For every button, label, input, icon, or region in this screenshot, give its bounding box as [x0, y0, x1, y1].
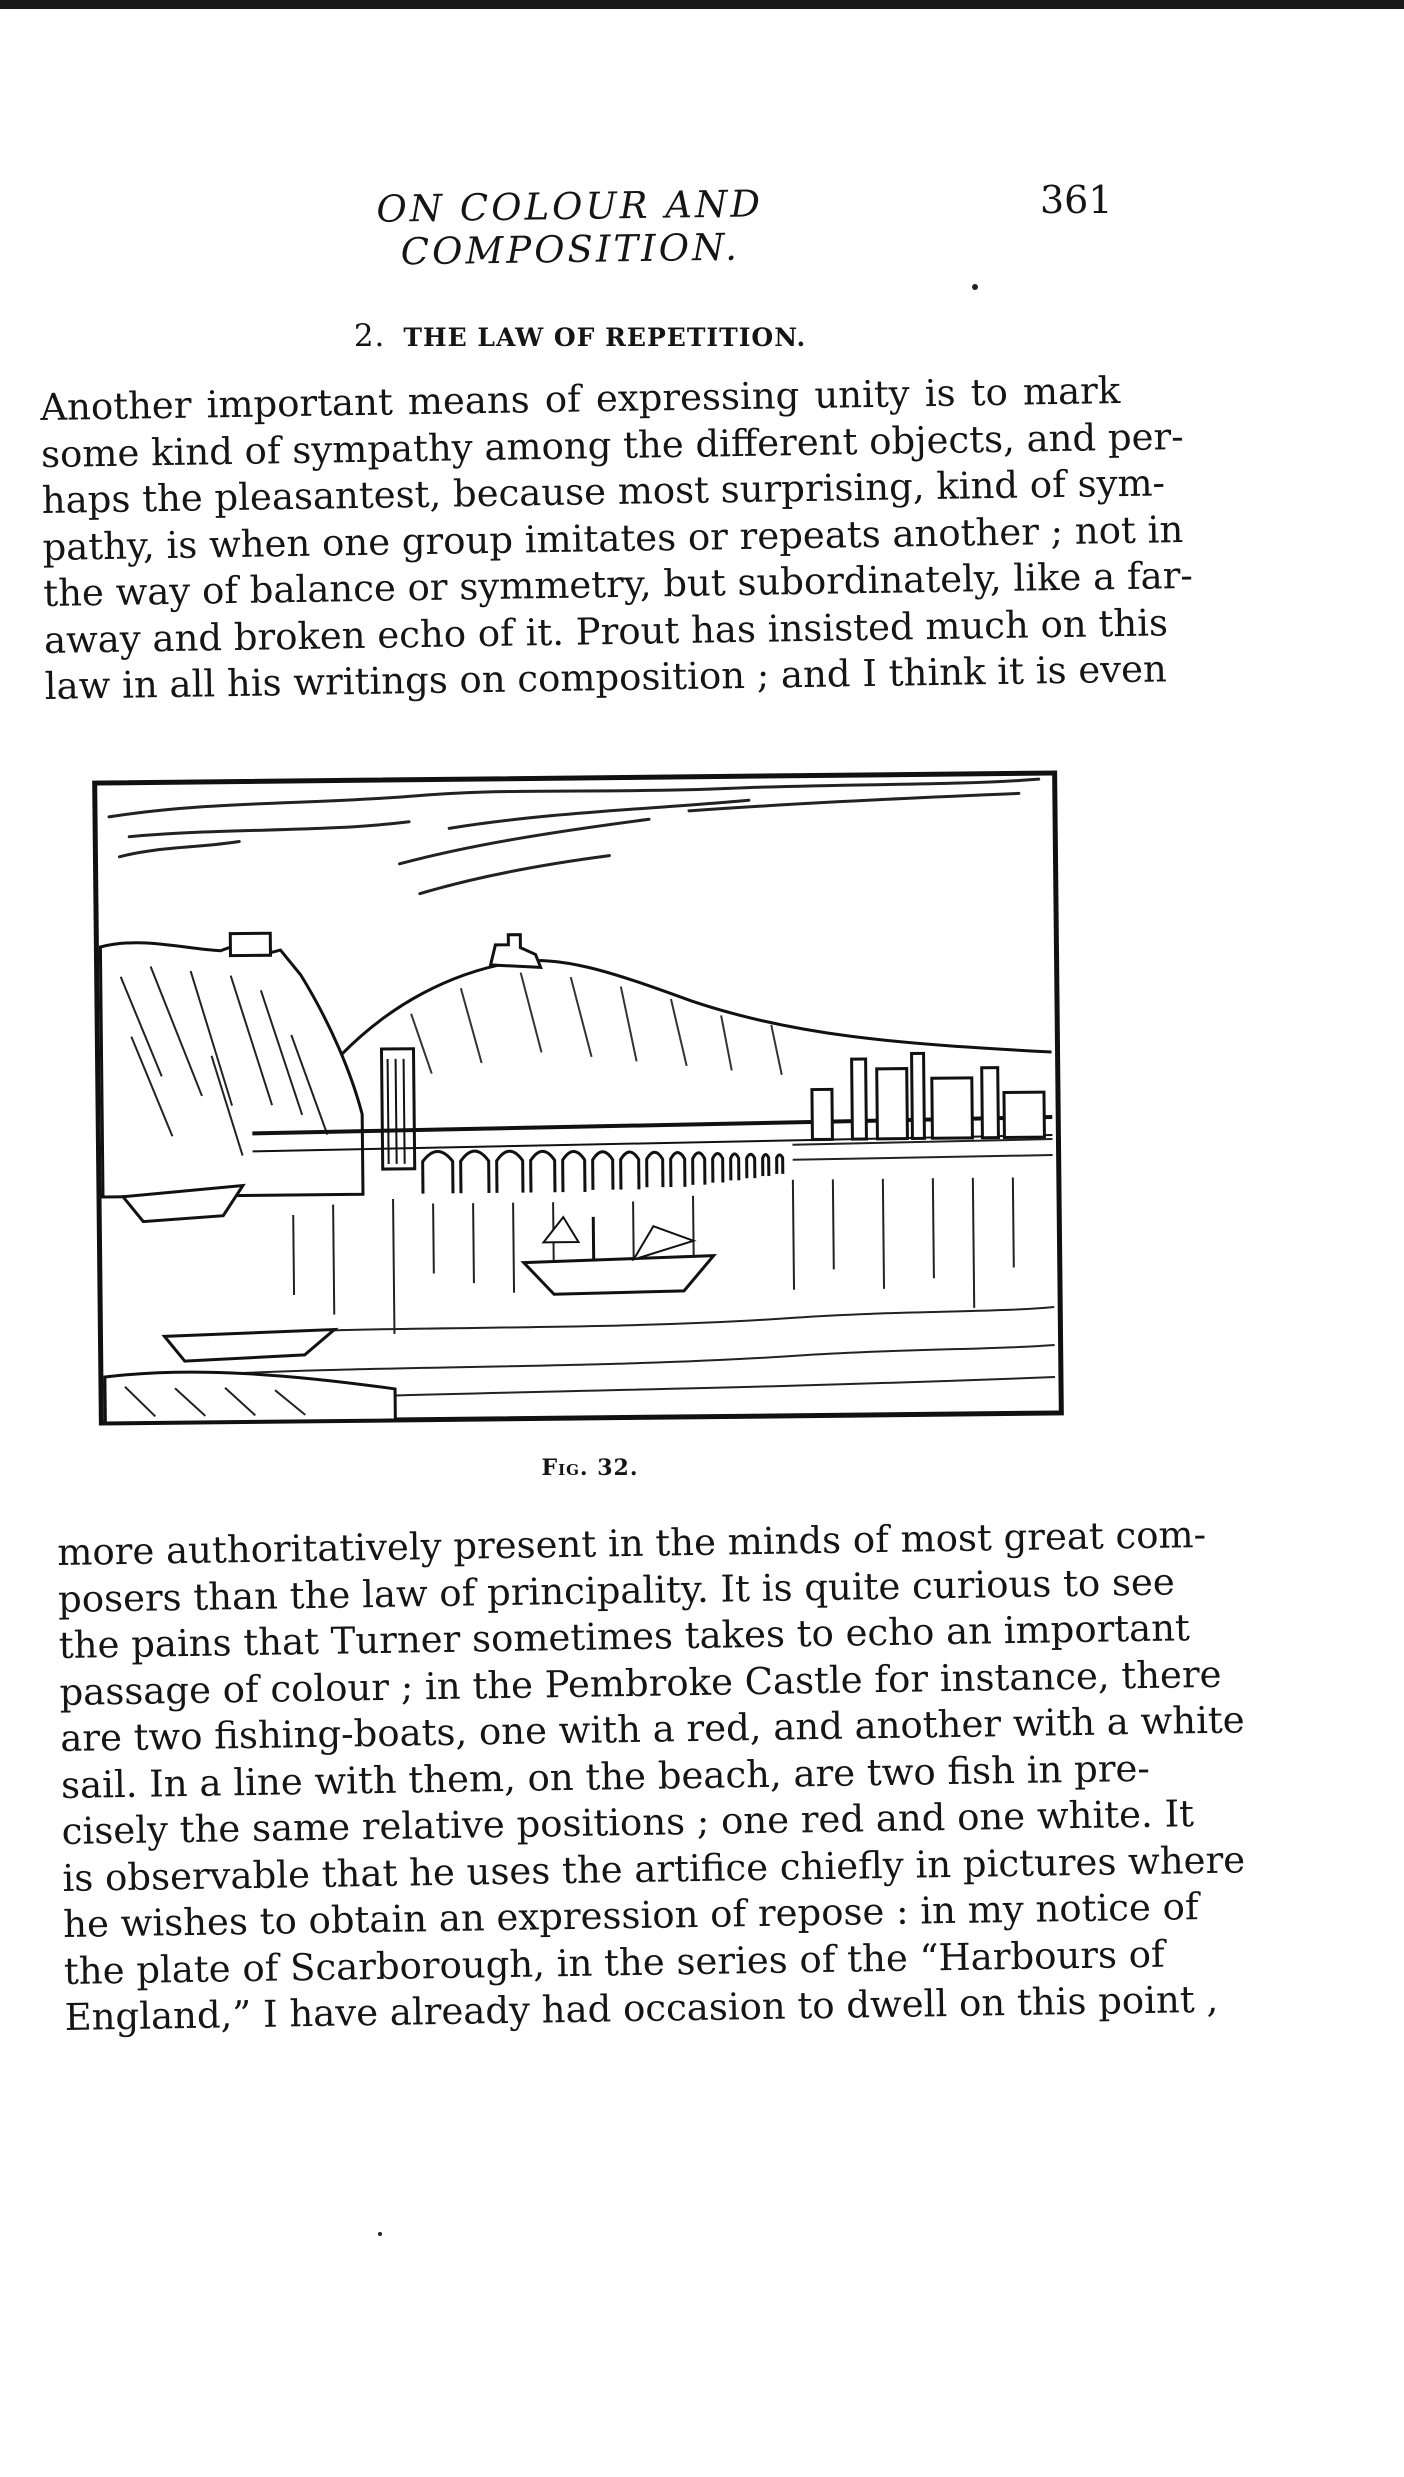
text-line: the plate of Scarborough, in the series of the “Harbours of	[63, 1932, 1165, 1993]
text-line: haps the pleasantest, because most surprising, kind of sym-	[41, 461, 1166, 522]
paragraph-1	[40, 368, 1194, 710]
text-line: cisely the same relative positions ; one red and one white. It	[61, 1792, 1195, 1853]
bridge-landscape-illustration	[89, 767, 1068, 1429]
text-line: passage of colour ; in the Pembroke Castle for instance, there	[59, 1652, 1222, 1714]
text-line: law in all his writings on composition ; and I think it is even	[44, 647, 1168, 708]
text-line: he wishes to obtain an expression of repose : in my notice of	[62, 1885, 1199, 1946]
text-line: is observable that he uses the artifice chiefly in pictures where	[62, 1837, 1246, 1900]
text-line: away and broken echo of it. Prout has insisted much on this	[43, 600, 1169, 662]
text-line: the pains that Turner sometimes takes to echo an important	[58, 1606, 1191, 1667]
text-line: the way of balance or symmetry, but subordinately, like a far-	[42, 553, 1194, 615]
text-line: pathy, is when one group imitates or repeats another ; not in	[42, 507, 1184, 569]
ink-speck	[972, 284, 978, 290]
text-line: Another important means of expressing unity is to mark	[40, 369, 1121, 429]
page-number: 361	[1040, 178, 1113, 222]
section-heading	[340, 318, 820, 354]
paragraph-2	[57, 1512, 1246, 2041]
text-line: sail. In a line with them, on the beach, are two fish in pre-	[60, 1746, 1151, 1807]
top-edge-rule	[0, 0, 1404, 9]
figure-32-engraving	[89, 767, 1068, 1429]
figure-caption: Fig. 32.	[541, 1455, 639, 1481]
text-line: some kind of sympathy among the different objects, and per-	[40, 414, 1184, 476]
section-title: THE LAW OF REPETITION.	[403, 323, 807, 352]
text-line: England,” I have already had occasion to dwell on this point ,	[64, 1977, 1219, 2039]
running-head: ON COLOUR AND COMPOSITION.	[376, 182, 764, 274]
section-number: 2.	[353, 318, 386, 354]
text-line: more authoritatively present in the minds of most great com-	[57, 1512, 1207, 1574]
text-line: are two fishing-boats, one with a red, and another with a white	[59, 1698, 1245, 1760]
ink-speck	[378, 2232, 382, 2236]
text-line: posers than the law of principality. It is quite curious to see	[57, 1559, 1176, 1621]
